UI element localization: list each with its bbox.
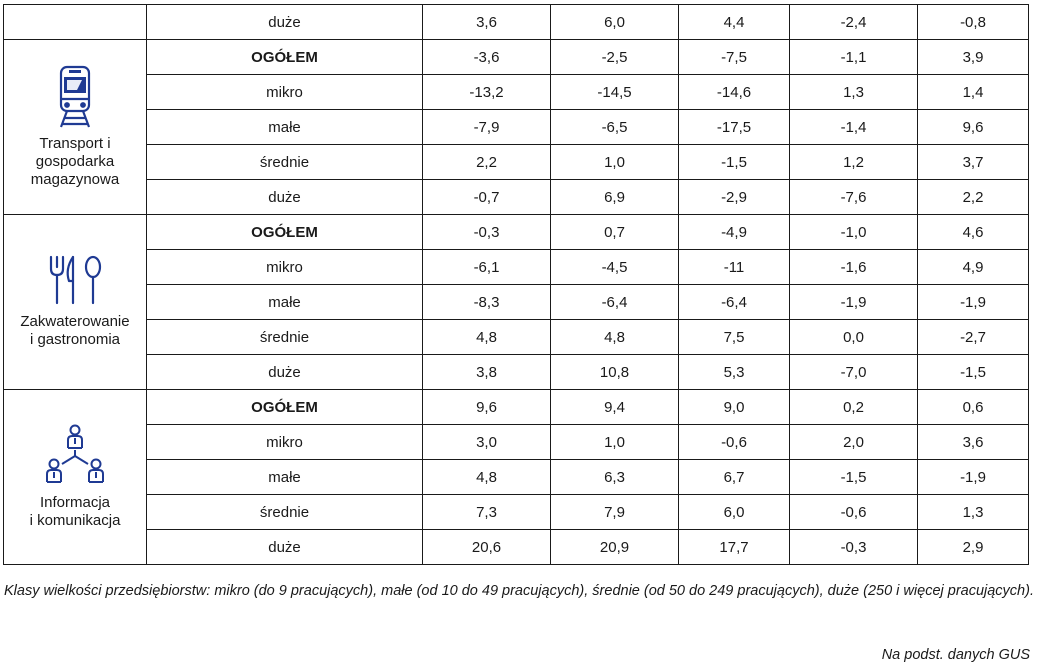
table-row xyxy=(4,530,1029,565)
size-class-cell: duże xyxy=(147,5,423,40)
value-cell: 3,0 xyxy=(423,425,551,460)
value-cell: -7,9 xyxy=(423,110,551,145)
table-row xyxy=(4,495,1029,530)
value-cell: -11 xyxy=(679,250,790,285)
table-row xyxy=(4,40,1029,75)
value-cell: 0,6 xyxy=(918,390,1029,425)
value-cell: -7,6 xyxy=(790,180,918,215)
table-row xyxy=(4,215,1029,250)
value-cell: -2,4 xyxy=(790,5,918,40)
value-cell: 1,2 xyxy=(790,145,918,180)
value-cell: 1,0 xyxy=(551,425,679,460)
value-cell: -7,5 xyxy=(679,40,790,75)
value-cell: -0,8 xyxy=(918,5,1029,40)
value-cell: -1,5 xyxy=(679,145,790,180)
table-row xyxy=(4,355,1029,390)
size-class-cell: OGÓŁEM xyxy=(147,390,423,425)
value-cell: 1,3 xyxy=(918,495,1029,530)
sector-cell xyxy=(4,40,147,215)
size-class-cell: mikro xyxy=(147,250,423,285)
value-cell: 3,7 xyxy=(918,145,1029,180)
value-cell: -14,6 xyxy=(679,75,790,110)
table-row xyxy=(4,320,1029,355)
table-row xyxy=(4,460,1029,495)
value-cell: 4,8 xyxy=(423,320,551,355)
size-class-cell: duże xyxy=(147,530,423,565)
value-cell: 17,7 xyxy=(679,530,790,565)
value-cell: -1,5 xyxy=(790,460,918,495)
value-cell: -14,5 xyxy=(551,75,679,110)
train-icon xyxy=(55,65,95,129)
source-note: Na podst. danych GUS xyxy=(881,647,1030,663)
size-class-cell: mikro xyxy=(147,75,423,110)
value-cell: -2,9 xyxy=(679,180,790,215)
value-cell: -3,6 xyxy=(423,40,551,75)
value-cell: -1,9 xyxy=(918,460,1029,495)
value-cell: 10,8 xyxy=(551,355,679,390)
value-cell: -4,9 xyxy=(679,215,790,250)
value-cell: -6,1 xyxy=(423,250,551,285)
value-cell: -17,5 xyxy=(679,110,790,145)
sector-cell xyxy=(4,5,147,40)
value-cell: 4,8 xyxy=(423,460,551,495)
value-cell: 6,9 xyxy=(551,180,679,215)
value-cell: -1,6 xyxy=(790,250,918,285)
sector-label: Transport i gospodarka magazynowa xyxy=(30,135,120,188)
value-cell: 7,3 xyxy=(423,495,551,530)
table-row xyxy=(4,285,1029,320)
value-cell: 5,3 xyxy=(679,355,790,390)
size-class-cell: średnie xyxy=(147,145,423,180)
value-cell: -1,9 xyxy=(790,285,918,320)
value-cell: 0,2 xyxy=(790,390,918,425)
size-class-cell: średnie xyxy=(147,320,423,355)
value-cell: 4,6 xyxy=(918,215,1029,250)
value-cell: 6,0 xyxy=(679,495,790,530)
value-cell: 0,7 xyxy=(551,215,679,250)
table-row xyxy=(4,425,1029,460)
footnote: Klasy wielkości przedsiębiorstw: mikro (do 9 pracujących), małe (od 10 do 49 pracujących), średnie (od 50 do 249 pracujących), duże (250 i więcej pracujących). xyxy=(4,583,1034,599)
value-cell: 3,6 xyxy=(918,425,1029,460)
value-cell: 4,8 xyxy=(551,320,679,355)
value-cell: -0,7 xyxy=(423,180,551,215)
table-row xyxy=(4,180,1029,215)
value-cell: 4,4 xyxy=(679,5,790,40)
value-cell: -4,5 xyxy=(551,250,679,285)
value-cell: 3,9 xyxy=(918,40,1029,75)
cutlery-icon xyxy=(43,255,107,307)
value-cell: -1,5 xyxy=(918,355,1029,390)
value-cell: -2,5 xyxy=(551,40,679,75)
value-cell: 2,2 xyxy=(918,180,1029,215)
table-row xyxy=(4,145,1029,180)
value-cell: 4,9 xyxy=(918,250,1029,285)
value-cell: 7,9 xyxy=(551,495,679,530)
value-cell: -6,4 xyxy=(679,285,790,320)
value-cell: 20,9 xyxy=(551,530,679,565)
value-cell: 1,4 xyxy=(918,75,1029,110)
value-cell: 2,9 xyxy=(918,530,1029,565)
size-class-cell: OGÓŁEM xyxy=(147,40,423,75)
value-cell: -1,0 xyxy=(790,215,918,250)
value-cell: 9,4 xyxy=(551,390,679,425)
size-class-cell: OGÓŁEM xyxy=(147,215,423,250)
value-cell: -1,4 xyxy=(790,110,918,145)
value-cell: 3,6 xyxy=(423,5,551,40)
size-class-cell: duże xyxy=(147,355,423,390)
value-cell: 2,2 xyxy=(423,145,551,180)
value-cell: -13,2 xyxy=(423,75,551,110)
size-class-cell: mikro xyxy=(147,425,423,460)
value-cell: 6,3 xyxy=(551,460,679,495)
value-cell: 1,0 xyxy=(551,145,679,180)
value-cell: 7,5 xyxy=(679,320,790,355)
sector-cell xyxy=(4,215,147,390)
value-cell: 9,6 xyxy=(918,110,1029,145)
value-cell: -7,0 xyxy=(790,355,918,390)
table-row xyxy=(4,250,1029,285)
value-cell: 0,0 xyxy=(790,320,918,355)
table-row xyxy=(4,5,1029,40)
value-cell: 20,6 xyxy=(423,530,551,565)
network-people-icon xyxy=(42,424,108,488)
value-cell: -0,3 xyxy=(790,530,918,565)
table-row xyxy=(4,390,1029,425)
table-row xyxy=(4,75,1029,110)
value-cell: -1,9 xyxy=(918,285,1029,320)
value-cell: -6,5 xyxy=(551,110,679,145)
data-table xyxy=(3,4,1029,565)
sector-label: Zakwaterowanie i gastronomia xyxy=(20,313,130,348)
value-cell: -0,3 xyxy=(423,215,551,250)
value-cell: 6,0 xyxy=(551,5,679,40)
value-cell: -2,7 xyxy=(918,320,1029,355)
value-cell: -6,4 xyxy=(551,285,679,320)
size-class-cell: średnie xyxy=(147,495,423,530)
value-cell: 9,6 xyxy=(423,390,551,425)
value-cell: 9,0 xyxy=(679,390,790,425)
value-cell: 2,0 xyxy=(790,425,918,460)
size-class-cell: małe xyxy=(147,460,423,495)
sector-label: Informacja i komunikacja xyxy=(29,494,121,529)
value-cell: -0,6 xyxy=(790,495,918,530)
table-row xyxy=(4,110,1029,145)
value-cell: 3,8 xyxy=(423,355,551,390)
size-class-cell: małe xyxy=(147,285,423,320)
size-class-cell: duże xyxy=(147,180,423,215)
value-cell: 6,7 xyxy=(679,460,790,495)
value-cell: -1,1 xyxy=(790,40,918,75)
value-cell: -0,6 xyxy=(679,425,790,460)
value-cell: 1,3 xyxy=(790,75,918,110)
value-cell: -8,3 xyxy=(423,285,551,320)
size-class-cell: małe xyxy=(147,110,423,145)
sector-cell xyxy=(4,390,147,565)
